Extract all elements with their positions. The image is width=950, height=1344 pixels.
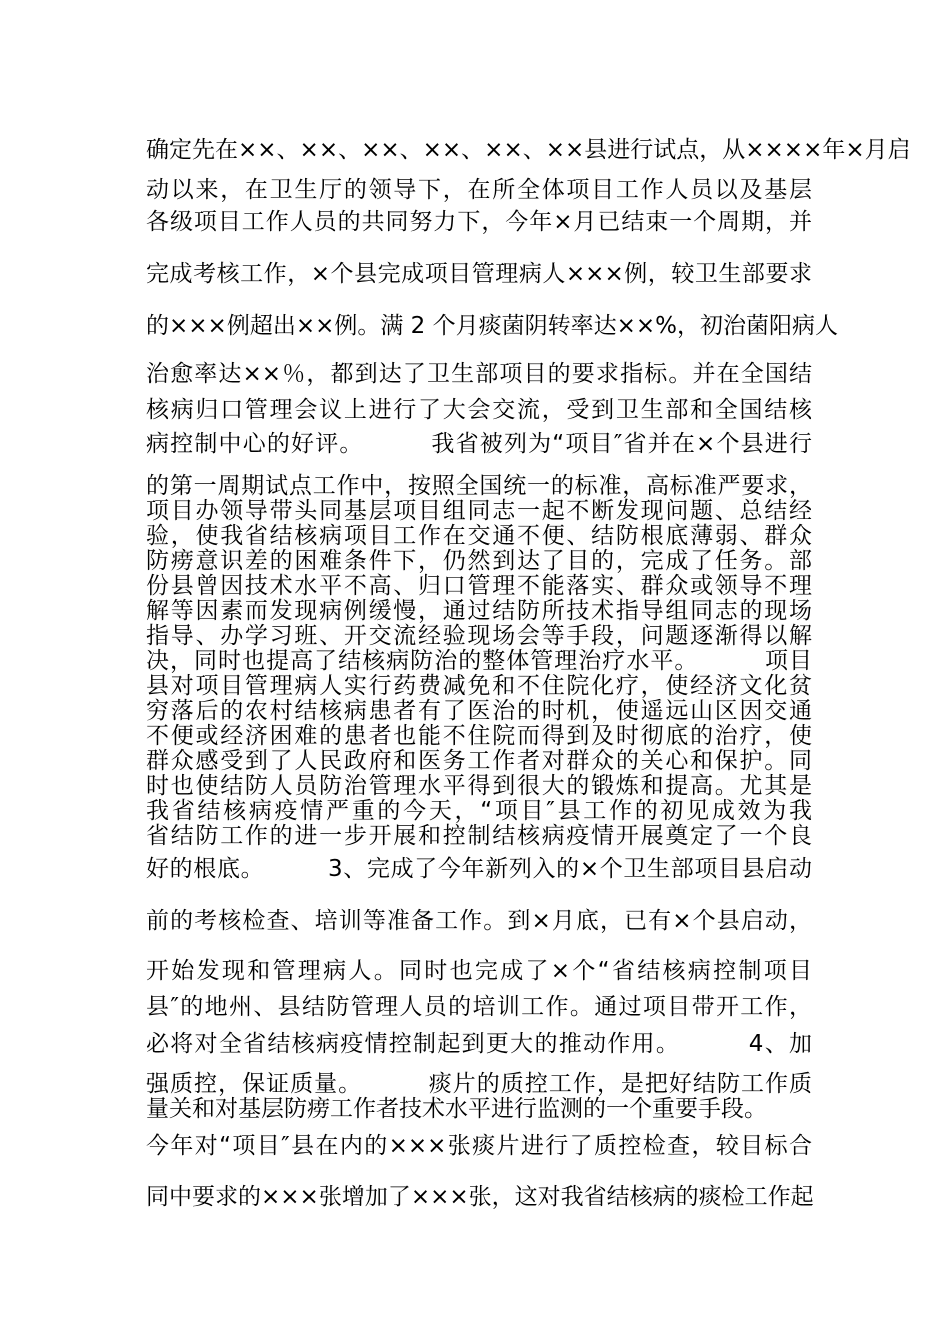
text-line: 开始发现和管理病人。同时也完成了×个“省结核病控制项目	[146, 958, 812, 984]
text-line: 的第一周期试点工作中，按照全国统一的标准，高标准严要求，	[146, 473, 812, 499]
text-line: 强质控，保证质量。 痰片的质控工作，是把好结防工作质	[146, 1071, 812, 1097]
text-line: 各级项目工作人员的共同努力下，今年×月已结束一个周期，并	[146, 209, 812, 235]
text-line: 防痨意识差的困难条件下，仍然到达了目的，完成了任务。部	[146, 548, 812, 574]
text-line: 项目办领导带头同基层项目组同志一起不断发现问题、总结经	[146, 498, 812, 524]
text-line: 省结防工作的进一步开展和控制结核病疫情开展奠定了一个良	[146, 823, 812, 849]
text-line: 不便或经济困难的患者也能不住院而得到及时彻底的治疗，使	[146, 723, 812, 749]
text-line: 核病归口管理会议上进行了大会交流，受到卫生部和全国结核	[146, 397, 812, 423]
text-line: 同中要求的×××张增加了×××张，这对我省结核病的痰检工作起	[146, 1184, 814, 1210]
text-line: 的×××例超出××例。满 2 个月痰菌阴转率达××%，初治菌阳病人	[146, 313, 839, 339]
text-line: 前的考核检查、培训等准备工作。到×月底，已有×个县启动，	[146, 908, 812, 934]
text-line: 解等因素而发现病例缓慢，通过结防所技术指导组同志的现场	[146, 598, 812, 624]
text-line: 县对项目管理病人实行药费减免和不住院化疗，使经济文化贫	[146, 673, 812, 699]
text-line: 动以来，在卫生厅的领导下，在所全体项目工作人员以及基层	[146, 177, 812, 203]
text-line: 份县曾因技术水平不高、归口管理不能落实、群众或领导不理	[146, 573, 812, 599]
text-line: 今年对“项目″县在内的×××张痰片进行了质控检查，较目标合	[146, 1133, 812, 1159]
text-line: 我省结核病疫情严重的今天，“项目″县工作的初见成效为我	[146, 798, 812, 824]
text-line: 时也使结防人员防治管理水平得到很大的锻炼和提高。尤其是	[146, 773, 812, 799]
text-line: 病控制中心的好评。 我省被列为“项目″省并在×个县进行	[146, 431, 812, 457]
text-line: 好的根底。 3、完成了今年新列入的×个卫生部项目县启动	[146, 856, 812, 882]
text-line: 穷落后的农村结核病患者有了医治的时机，使遥远山区因交通	[146, 698, 812, 724]
text-line: 必将对全省结核病疫情控制起到更大的推动作用。 4、加	[146, 1031, 812, 1057]
text-line: 完成考核工作，×个县完成项目管理病人×××例，较卫生部要求	[146, 261, 812, 287]
text-line: 决，同时也提高了结核病防治的整体管理治疗水平。 项目	[146, 648, 812, 674]
text-line: 县″的地州、县结防管理人员的培训工作。通过项目带开工作，	[146, 994, 812, 1020]
text-line: 治愈率达××％，都到达了卫生部项目的要求指标。并在全国结	[146, 361, 812, 387]
text-line: 指导、办学习班、开交流经验现场会等手段，问题逐渐得以解	[146, 623, 812, 649]
text-line: 确定先在××、××、××、××、××、××县进行试点，从××××年×月启	[146, 137, 911, 163]
text-line: 量关和对基层防痨工作者技术水平进行监测的一个重要手段。	[146, 1096, 767, 1122]
text-line: 群众感受到了人民政府和医务工作者对群众的关心和保护。同	[146, 748, 812, 774]
text-line: 验，使我省结核病项目工作在交通不便、结防根底薄弱、群众	[146, 523, 812, 549]
